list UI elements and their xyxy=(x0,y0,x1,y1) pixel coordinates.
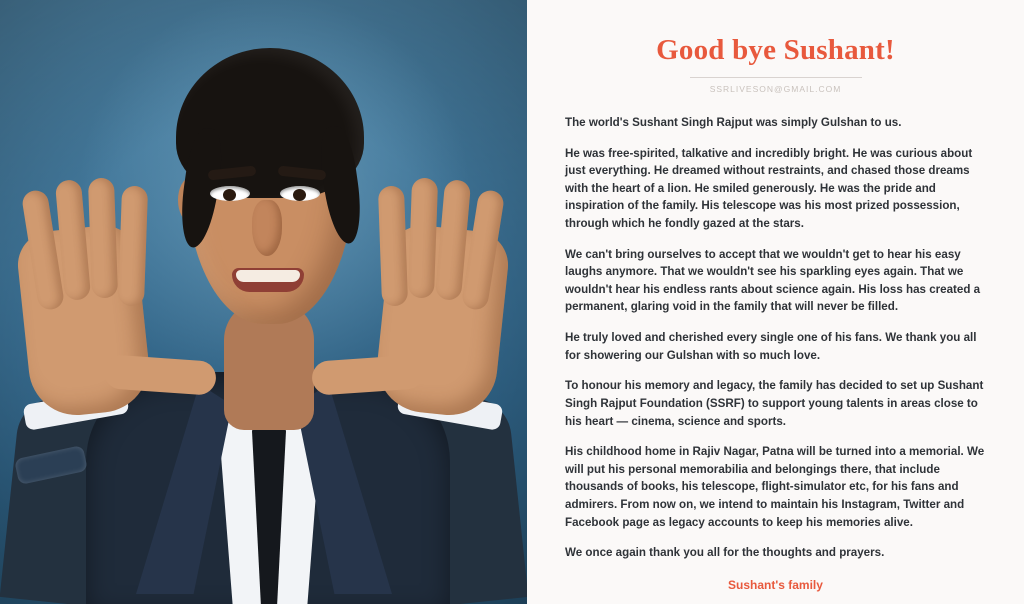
note-paragraph: We once again thank you all for the thoughts and prayers. xyxy=(565,546,885,560)
note-paragraph: To honour his memory and legacy, the family has decided to set up Sushant Singh Rajput Foundation (SSRF) to support young talents in areas close to his heart — cinema, science and sports. xyxy=(565,379,984,428)
smiling-mouth xyxy=(232,268,304,292)
teeth xyxy=(236,270,300,282)
finger-right-2 xyxy=(408,178,438,299)
eye-right xyxy=(280,186,320,201)
note-title: Good bye Sushant! xyxy=(656,34,895,66)
note-paragraph: He truly loved and cherished every single one of his fans. We thank you all for showering our Gulshan with so much love. xyxy=(565,331,977,362)
note-signature: Sushant's family xyxy=(728,577,823,592)
note-paragraph: The world's Sushant Singh Rajput was simply Gulshan to us. xyxy=(565,116,902,129)
note-body xyxy=(565,114,986,562)
note-paragraph: He was free-spirited, talkative and incredibly bright. He was curious about just everything. He dreamed without restraints, and chased those dreams with the heart of a lion. He smiled generously. He was the pride and inspiration of the family. His telescope was his most prized possession, through which he fondly gazed at the stars. xyxy=(565,146,973,231)
note-email: SSRLIVESON@GMAIL.COM xyxy=(709,84,842,94)
nose xyxy=(252,200,282,256)
pupil-right xyxy=(293,189,306,201)
pupil-left xyxy=(223,189,236,201)
note-paragraph: His childhood home in Rajiv Nagar, Patna will be turned into a memorial. We will put his personal memorabilia and belongings there, that include thousands of books, his telescope, flight-simulator etc, for his fans and admirers. From now on, we intend to maintain his Instagram, Twitter and Facebook page as legacy accounts to keep his memories alive. xyxy=(565,445,985,529)
family-statement-note xyxy=(527,0,1024,604)
eye-left xyxy=(210,186,250,201)
finger-right-1 xyxy=(378,186,408,307)
title-divider xyxy=(690,77,862,78)
finger-left-4 xyxy=(118,186,148,307)
hair xyxy=(176,48,364,198)
finger-left-3 xyxy=(88,178,118,299)
note-paragraph: We can't bring ourselves to accept that we wouldn't get to hear his easy laughs anymore. That we wouldn't see his sparkling eyes again. That we wouldn't hear his endless rants about science again. His loss has created a permanent, glaring void in the family that will never be filled. xyxy=(565,247,981,314)
